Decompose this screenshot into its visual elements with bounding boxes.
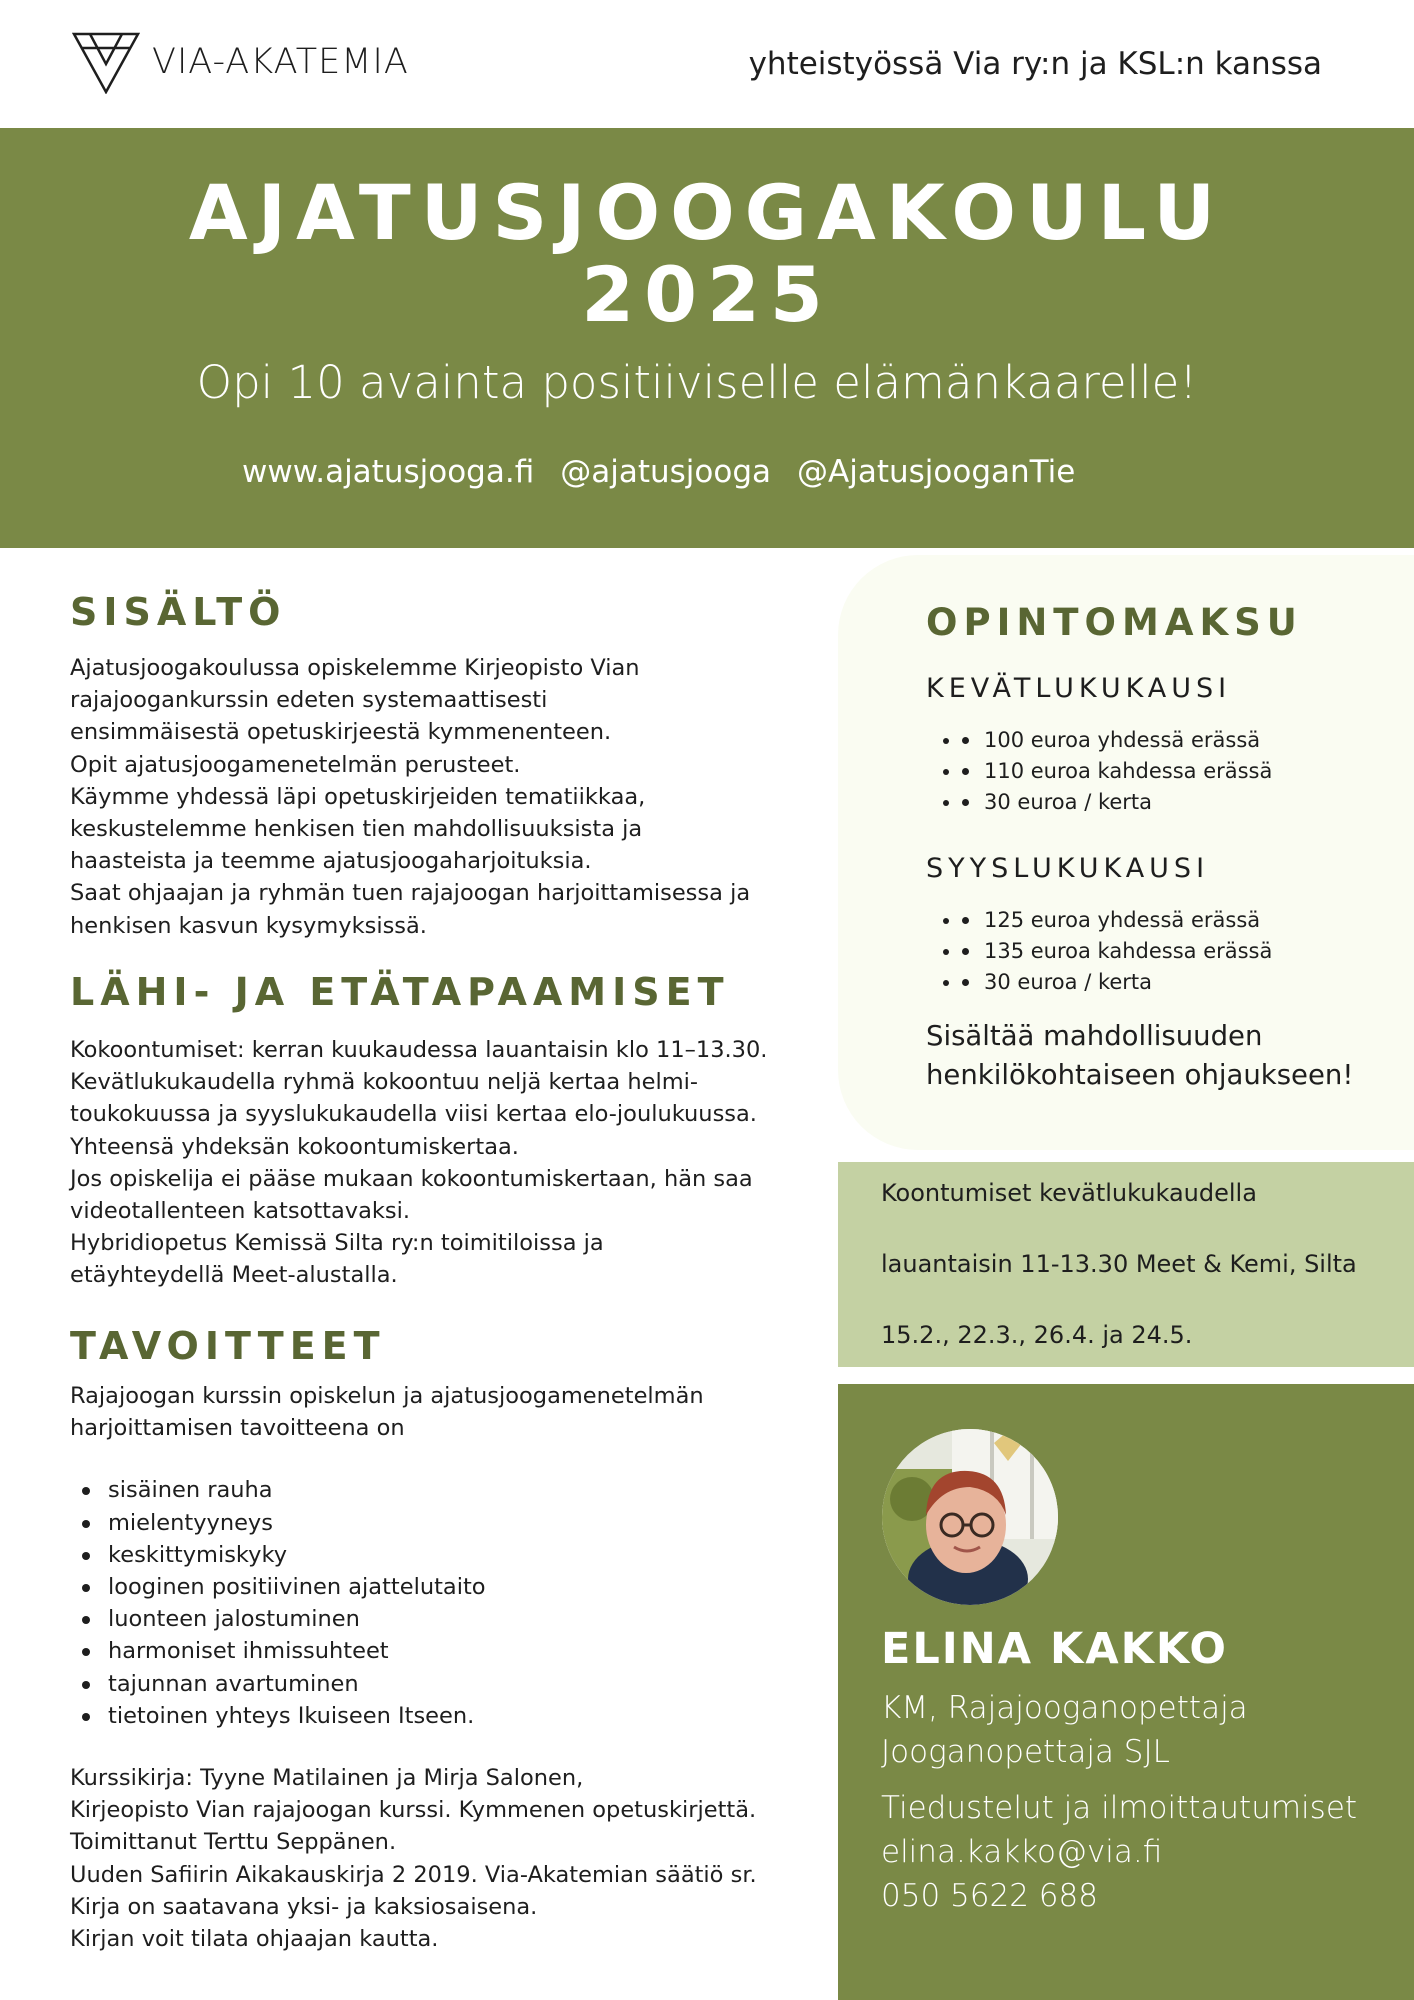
list-item: tajunnan avartuminen [70,1668,790,1700]
list-item: • 125 euroa yhdessä erässä [962,905,1272,936]
page-title [0,168,1414,339]
list-item: keskittymiskyky [70,1539,790,1571]
text-line: Kirjeopisto Vian rajajoogan kurssi. Kymmenen opetuskirjettä. [70,1797,757,1824]
instagram-handle[interactable]: @ajatusjooga [560,454,772,490]
text-line: rajajoogankurssin edeten systemaattisesti [70,687,548,714]
title-line-2: 2025 [581,250,833,339]
hero-banner [0,128,1414,548]
meetings-text [70,1034,790,1292]
meetings-dates: 15.2., 22.3., 26.4. ja 24.5. [881,1321,1193,1349]
autumn-semester-label: SYYSLUKUKAUSI [926,853,1210,884]
text-line: Opit ajatusjoogamenetelmän perusteet. [70,751,521,778]
contact-phone[interactable]: 050 5622 688 [881,1878,1098,1914]
hero-links [242,454,1075,490]
top-bar [0,0,1414,128]
goals-heading: TAVOITTEET [70,1324,386,1368]
website-link[interactable]: www.ajatusjooga.fi [242,454,535,490]
spring-fee-list [962,725,1272,818]
title-line-1: AJATUSJOOGAKOULU [188,168,1226,257]
spring-semester-label: KEVÄTLUKUKAUSI [926,673,1232,704]
meetings-heading: LÄHI- JA ETÄTAPAAMISET [70,970,730,1014]
teacher-title-2: Jooganopettaja SJL [881,1734,1170,1770]
text-line: Ajatusjoogakoulussa opiskelemme Kirjeopisto Vian [70,655,640,681]
youtube-handle[interactable]: @AjatusjooganTie [797,454,1076,490]
contact-email[interactable]: elina.kakko@via.fi [881,1834,1163,1870]
list-item: • 135 euroa kahdessa erässä [962,936,1272,967]
text-line: Hybridiopetus Kemissä Silta ry:n toimitiloissa ja [70,1230,604,1257]
text-line: toukokuussa ja syyslukukaudella viisi kertaa elo-joulukuussa. [70,1101,757,1128]
teacher-name: ELINA KAKKO [881,1624,1228,1674]
text-line: henkisen kasvun kysymyksissä. [70,912,427,939]
list-item: looginen positiivinen ajattelutaito [70,1571,790,1603]
text-line: etäyhteydellä Meet-alustalla. [70,1262,398,1289]
text-line: Uuden Safiirin Aikakauskirja 2 2019. Via-Akatemian säätiö sr. [70,1861,757,1888]
text-line: Yhteensä yhdeksän kokoontumiskertaa. [70,1133,519,1160]
via-akatemia-logo [72,30,409,94]
book-info [70,1762,790,1955]
text-line: haasteista ja teemme ajatusjoogaharjoituksia. [70,848,592,875]
goals-intro [70,1380,790,1444]
autumn-fee-list [962,905,1272,998]
brand-name: VIA-AKATEMIA [152,42,409,82]
teacher-title-1: KM, Rajajooganopettaja [881,1690,1248,1726]
text-line: Kurssikirja: Tyyne Matilainen ja Mirja Salonen, [70,1765,584,1792]
list-item: • 100 euroa yhdessä erässä [962,725,1272,756]
list-item: mielentyyneys [70,1507,790,1539]
meetings-section [70,970,790,1292]
text-line: Toimittanut Terttu Seppänen. [70,1829,397,1856]
teacher-panel [838,1384,1414,2000]
fee-panel [838,555,1414,1150]
content-heading: SISÄLTÖ [70,590,287,634]
goals-section [70,1324,790,1955]
list-item: • 30 euroa / kerta [962,967,1272,998]
spring-meetings-box [838,1162,1414,1367]
text-line: Kirjan voit tilata ohjaajan kautta. [70,1926,439,1953]
meetings-line-2: lauantaisin 11-13.30 Meet & Kemi, Silta [881,1250,1357,1278]
text-line: Saat ohjaajan ja ryhmän tuen rajajoogan harjoittamisessa ja [70,880,751,907]
content-section [70,590,790,942]
note-line: henkilökohtaiseen ohjaukseen! [926,1059,1354,1091]
text-line: Kevätlukukaudella ryhmä kokoontuu neljä kertaa helmi- [70,1069,699,1096]
text-line: ensimmäisestä opetuskirjeestä kymmenenteen. [70,719,612,746]
text-line: Rajajoogan kurssin opiskelun ja ajatusjoogamenetelmän [70,1383,704,1409]
text-line: Kokoontumiset: kerran kuukaudessa lauantaisin klo 11–13.30. [70,1037,768,1063]
subtitle: Opi 10 avainta positiiviselle elämänkaarelle! [196,356,1198,409]
list-item: tietoinen yhteys Ikuiseen Itseen. [70,1700,790,1732]
list-item: harmoniset ihmissuhteet [70,1635,790,1667]
goals-list [70,1474,790,1732]
meetings-line-1: Koontumiset kevätlukukaudella [881,1179,1257,1207]
text-line: videotallenteen katsottavaksi. [70,1198,411,1225]
collaboration-text: yhteistyössä Via ry:n ja KSL:n kanssa [748,46,1322,82]
text-line: harjoittamisen tavoitteena on [70,1415,405,1442]
list-item: • 110 euroa kahdessa erässä [962,756,1272,787]
fee-heading: OPINTOMAKSU [926,601,1303,644]
text-line: Käymme yhdessä läpi opetuskirjeiden tematiikkaa, [70,783,646,810]
list-item: luonteen jalostuminen [70,1603,790,1635]
note-line: Sisältää mahdollisuuden [926,1020,1263,1052]
text-line: keskustelemme henkisen tien mahdollisuuksista ja [70,816,643,843]
text-line: Kirja on saatavana yksi- ja kaksiosaisena. [70,1893,538,1920]
fee-note [926,1017,1406,1095]
triangle-logo-icon [72,30,140,94]
content-text [70,652,790,942]
list-item: sisäinen rauha [70,1474,790,1506]
text-line: Jos opiskelija ei pääse mukaan kokoontumiskertaan, hän saa [70,1165,753,1192]
avatar [882,1429,1058,1605]
contact-label: Tiedustelut ja ilmoittautumiset [881,1790,1358,1826]
list-item: • 30 euroa / kerta [962,787,1272,818]
